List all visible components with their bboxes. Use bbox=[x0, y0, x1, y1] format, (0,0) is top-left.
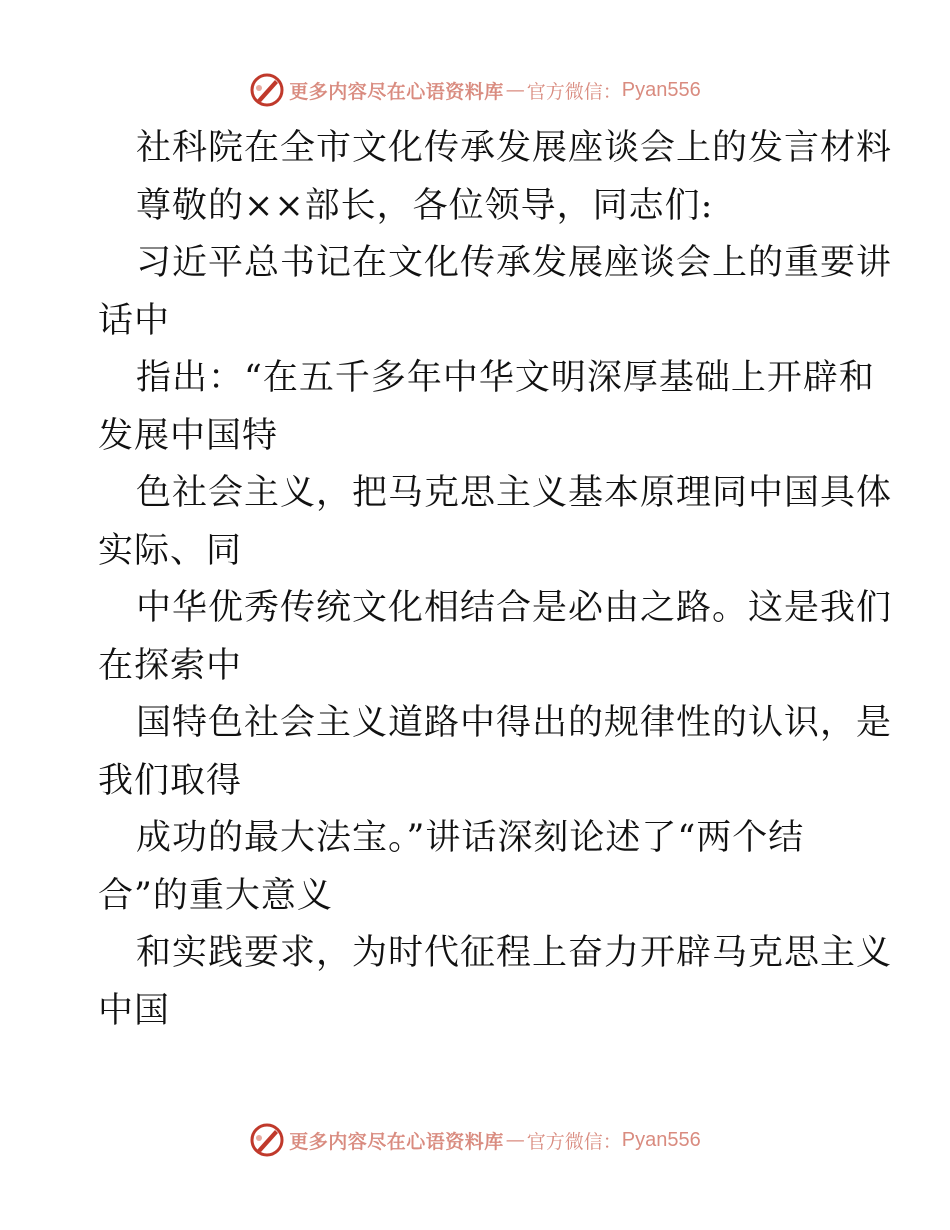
promo-text: 更多内容尽在心语资料库 bbox=[289, 80, 504, 103]
paragraph-line: 我们取得 bbox=[98, 760, 243, 801]
quill-pen-logo-icon bbox=[249, 1122, 285, 1158]
wechat-label: 官方微信： bbox=[526, 1130, 622, 1153]
paragraph-line: 习近平总书记在文化传承发展座谈会上的重要讲 bbox=[136, 243, 893, 283]
document-title: 社科院在全市文化传承发展座谈会上的发言材料 bbox=[136, 128, 893, 168]
salutation: 尊敬的××部长，各位领导，同志们: bbox=[136, 185, 714, 226]
wechat-id: Pyan556 bbox=[621, 1128, 701, 1151]
quill-pen-logo-icon bbox=[249, 72, 285, 108]
paragraph-line: 实际、同 bbox=[98, 530, 243, 571]
paragraph-line: 和实践要求，为时代征程上奋力开辟马克思主义 bbox=[136, 933, 893, 973]
wechat-label: 官方微信： bbox=[526, 80, 622, 103]
paragraph-line: 指出：“在五千多年中华文明深厚基础上开辟和 bbox=[136, 358, 875, 398]
header-watermark-banner bbox=[0, 70, 950, 110]
promo-text: 更多内容尽在心语资料库 bbox=[289, 1130, 504, 1153]
paragraph-line: 合”的重大意义 bbox=[98, 875, 333, 916]
paragraph-line: 中华优秀传统文化相结合是必由之路。这是我们 bbox=[136, 588, 893, 628]
paragraph-line: 成功的最大法宝。”讲话深刻论述了“两个结 bbox=[136, 818, 805, 858]
paragraph-line: 发展中国特 bbox=[98, 415, 279, 456]
footer-watermark-banner bbox=[0, 1120, 950, 1160]
paragraph-line: 话中 bbox=[98, 300, 171, 341]
banner-separator: — bbox=[505, 79, 525, 101]
paragraph-line: 色社会主义，把马克思主义基本原理同中国具体 bbox=[136, 473, 893, 513]
wechat-id: Pyan556 bbox=[621, 78, 701, 101]
paragraph-line: 在探索中 bbox=[98, 645, 243, 686]
document-body bbox=[98, 120, 893, 1040]
paragraph-line: 中国 bbox=[98, 990, 171, 1031]
paragraph-line: 国特色社会主义道路中得出的规律性的认识，是 bbox=[136, 703, 893, 743]
banner-separator: — bbox=[505, 1129, 525, 1151]
